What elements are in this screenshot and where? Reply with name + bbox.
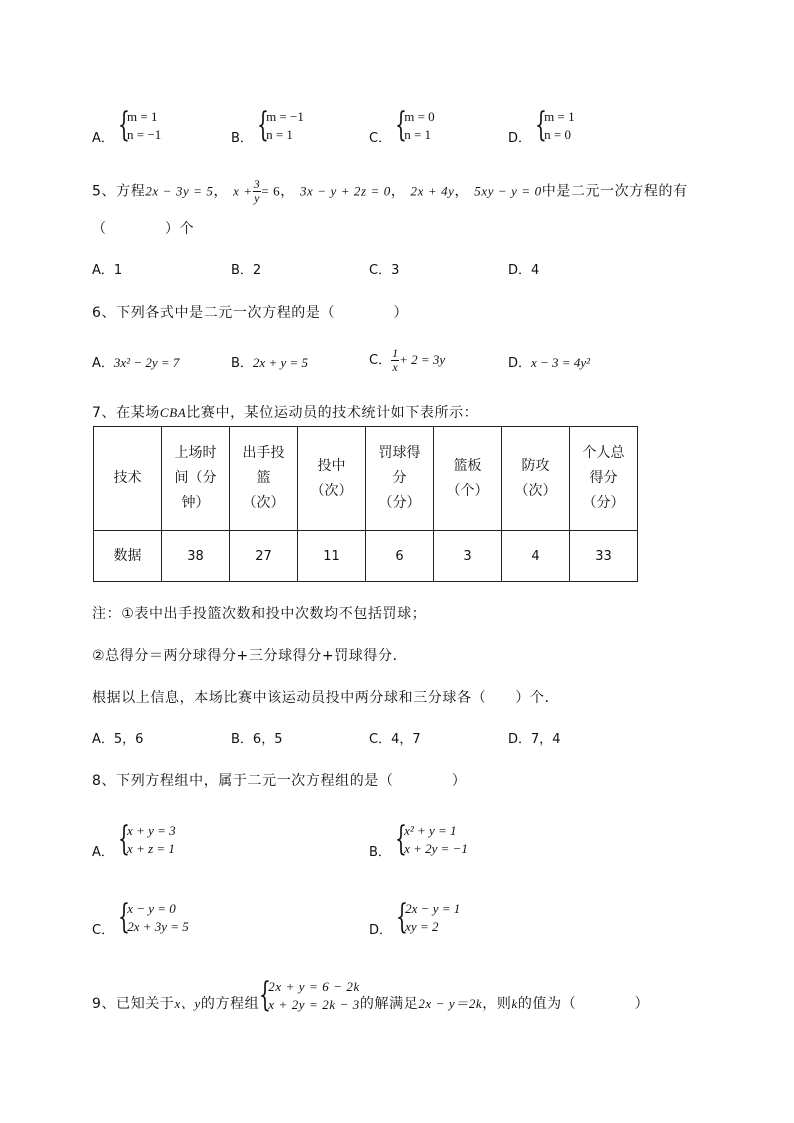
- table-header-cell: 技术: [94, 427, 162, 531]
- stats-table: [93, 426, 638, 582]
- table-header-cell: 篮板 （个）: [434, 427, 502, 531]
- table-cell: 27: [230, 531, 298, 582]
- option-label: B．: [231, 130, 253, 146]
- table-header-cell: 投中 （次）: [298, 427, 366, 531]
- q8-option-c: C． { x − y = 0 2x + 3y = 5: [92, 897, 189, 938]
- q7-option-b: B．6，5: [231, 732, 283, 747]
- q5-option-b: B．2: [231, 263, 262, 278]
- q8-option-b: B． { x² + y = 1 x + 2y = −1: [369, 819, 468, 860]
- table-header-cell: 上场时 间（分 钟）: [162, 427, 230, 531]
- q7-note-2: ②总得分＝两分球得分+三分球得分+罚球得分．: [92, 648, 408, 664]
- option-label: A．: [92, 130, 114, 146]
- q7-option-a: A．5，6: [92, 732, 144, 747]
- q6-option-b: B．2x + y = 5: [231, 355, 309, 371]
- q7-note-1: 注：①表中出手投篮次数和投中次数均不包括罚球；: [92, 606, 427, 622]
- table-row: [94, 531, 638, 582]
- table-header-cell: 罚球得 分 （分）: [366, 427, 434, 531]
- q5-option-a: A．1: [92, 263, 123, 278]
- table-cell: 11: [298, 531, 366, 582]
- q5-stem-line2: （ ）个: [92, 221, 195, 237]
- q4-option-c: C． { m = 0 n = 1: [369, 105, 435, 146]
- table-cell: 38: [162, 531, 230, 582]
- q7-option-c: C．4，7: [369, 732, 421, 747]
- q9-stem: 9、已知关于x、y的方程组 { 2x + y = 6 − 2k x + 2y = 2k − 3 的解满足2x − y＝2k，则k的值为（ ）: [92, 975, 650, 1015]
- q7-option-d: D．7，4: [508, 732, 561, 747]
- table-header-row: [94, 427, 638, 531]
- table-header-cell: 防攻 （次）: [502, 427, 570, 531]
- q4-option-b: B． { m = −1 n = 1: [231, 105, 304, 146]
- q7-question: 根据以上信息，本场比赛中该运动员投中两分球和三分球各（ ）个．: [92, 690, 560, 706]
- q6-stem: 6、下列各式中是二元一次方程的是（ ）: [92, 305, 409, 321]
- q5-stem: 5、方程2x − 3y = 5， x + $\frac{3}{y}$ = 6， 3x − y + 2z = 0， 2x + 4y， 5xy − y = 0中是二元一次方程的有: [92, 177, 688, 205]
- q5-option-c: C．3: [369, 263, 400, 278]
- q5-option-d: D．4: [508, 263, 540, 278]
- q8-option-a: A． { x + y = 3 x + z = 1: [92, 819, 176, 860]
- option-label: C．: [369, 130, 392, 146]
- table-header-cell: 出手投 篮 （次）: [230, 427, 298, 531]
- q6-option-d: D．x − 3 = 4y²: [508, 355, 590, 371]
- table-cell: 4: [502, 531, 570, 582]
- q4-option-d: D． { m = 1 n = 0: [508, 105, 575, 146]
- table-header-cell: 个人总 得分 （分）: [570, 427, 638, 531]
- q7-stem: 7、在某场CBA比赛中，某位运动员的技术统计如下表所示：: [92, 405, 479, 421]
- q8-stem: 8、下列方程组中，属于二元一次方程组的是（ ）: [92, 773, 467, 789]
- table-cell: 3: [434, 531, 502, 582]
- table-cell: 数据: [94, 531, 162, 582]
- q6-option-c: C． $\frac{1}{x}$ + 2 = 3y: [369, 346, 446, 374]
- q8-option-d: D． { 2x − y = 1 xy = 2: [369, 897, 461, 938]
- table-cell: 33: [570, 531, 638, 582]
- option-label: D．: [508, 130, 532, 146]
- q6-option-a: A．3x² − 2y = 7: [92, 355, 180, 371]
- q4-option-a: A． { m = 1 n = −1: [92, 105, 162, 146]
- table-cell: 6: [366, 531, 434, 582]
